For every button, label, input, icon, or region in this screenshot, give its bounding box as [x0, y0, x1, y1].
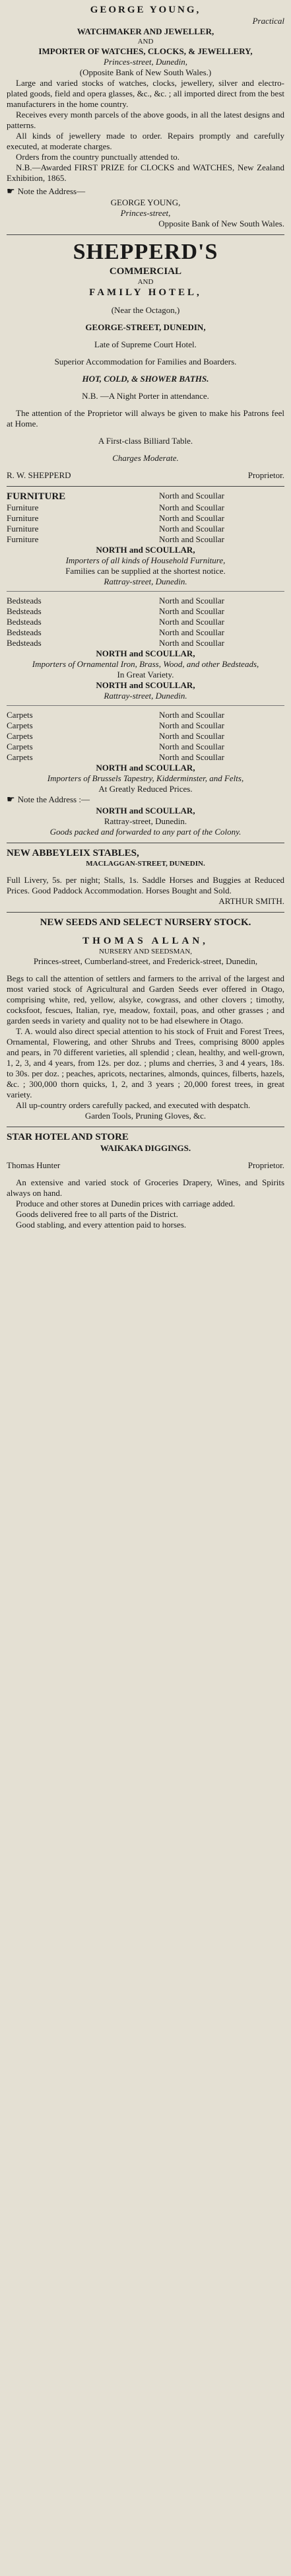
- allan-ad: [7, 917, 284, 1127]
- george-young-ad: [7, 4, 284, 235]
- furniture-desc: Importers of all kinds of Household Furniture,: [65, 555, 226, 565]
- young-note-opposite: Opposite Bank of New South Wales.: [158, 219, 284, 228]
- furniture-row: Furniture North and Scoullar: [7, 534, 224, 544]
- variety: In Great Variety.: [117, 670, 174, 679]
- allan-name: THOMAS ALLAN,: [82, 936, 209, 946]
- bedsteads-desc: Importers of Ornamental Iron, Brass, Wood, and other Bedsteads,: [32, 659, 259, 669]
- shepperd-near: (Near the Octagon,): [111, 305, 180, 315]
- ns-caps: NORTH and SCOULLAR,: [96, 648, 195, 658]
- carpets-row: Carpets North and Scoullar: [7, 752, 224, 762]
- star-p2: Produce and other stores at Dunedin prices with carriage added.: [16, 1199, 236, 1208]
- stables-title: NEW ABBEYLEIX STABLES,: [7, 848, 139, 858]
- bedsteads-row: Bedsteads North and Scoullar: [7, 617, 224, 627]
- shepperd-family: FAMILY HOTEL,: [89, 287, 202, 298]
- shepperd-porter: N.B. —A Night Porter in attendance.: [82, 391, 209, 401]
- young-name: GEORGE YOUNG,: [90, 5, 201, 15]
- bedsteads-row: Bedsteads North and Scoullar: [7, 638, 224, 648]
- young-importer: IMPORTER OF WATCHES, CLOCKS, & JEWELLERY,: [38, 46, 253, 56]
- families: Families can be supplied at the shortest notice.: [65, 566, 226, 576]
- stables-street: MACLAGGAN-STREET, DUNEDIN.: [86, 860, 205, 868]
- shepperd-baths: HOT, COLD, & SHOWER BATHS.: [82, 374, 209, 384]
- stables-ad: [7, 847, 284, 913]
- allan-streets: Princes-street, Cumberland-street, and Frederick-street, Dunedin,: [33, 956, 258, 966]
- bedsteads-row: Bedsteads North and Scoullar: [7, 627, 224, 637]
- rattray: Rattray-street, Dunedin.: [104, 691, 187, 701]
- star-p4: Good stabling, and every attention paid to horses.: [16, 1220, 187, 1230]
- allan-p1: Begs to call the attention of settlers and farmers to the arrival of the largest and most varied stock of Agricultural and Garden Seeds ever offered in Otago, comprising white, red, yellow, alsyke, cowgrass, and other clovers ; timothy, cocksfoot, fescues, Italian, rye, meadow, foxtail, poas, and other grasses ; and garden seeds in variety and quality not to be had elsewhere in Otago.: [7, 973, 284, 1026]
- ns-label: North and Scoullar: [159, 491, 224, 501]
- allan-trade: NURSERY AND SEEDSMAN,: [98, 948, 193, 956]
- shepperd-ad: [7, 239, 284, 487]
- young-trade1: Practical: [252, 16, 284, 26]
- shepperd-superior: Superior Accommodation for Families and Boarders.: [54, 357, 237, 366]
- young-opposite: (Opposite Bank of New South Wales.): [79, 67, 212, 77]
- shepperd-prop-title: Proprietor.: [247, 470, 284, 480]
- star-owner-title: Proprietor.: [247, 1160, 284, 1170]
- young-p4: Orders from the country punctually attended to.: [16, 152, 180, 162]
- star-place: WAIKAKA DIGGINGS.: [100, 1143, 191, 1153]
- young-note-label: Note the Address—: [17, 186, 86, 196]
- stables-owner: ARTHUR SMITH.: [218, 896, 284, 906]
- shepperd-attention: The attention of the Proprietor will always be given to make his Patrons feel at Home.: [7, 408, 284, 429]
- allan-p2: T. A. would also direct special attention to his stock of Fruit and Forest Trees, Ornamental, Flowering, and other Shrubs and Trees, comprising 8000 apples and pears, in 70 different varieties, all splendid ; clean, healthy, and well-grown, 1, 2, 3, and 4 years, from 12s. per doz. ; plums and cherries, 3 and 4 years, 18s. to 30s. per doz. ; peaches, apricots, nectarines, almonds, quinces, filberts, hazels, &c. ; 300,000 thorn quicks, 1, 2, and 3 years ; 20,000 forest trees, in great variety.: [7, 1026, 284, 1099]
- reduced: At Greatly Reduced Prices.: [98, 784, 193, 794]
- shepperd-and: AND: [137, 278, 154, 286]
- carpets-row: Carpets North and Scoullar: [7, 742, 224, 751]
- goods: Goods packed and forwarded to any part of the Colony.: [49, 827, 242, 837]
- young-p3: All kinds of jewellery made to order. Repairs promptly and carefully executed, at moderate charges.: [7, 131, 284, 151]
- shepperd-commercial: COMMERCIAL: [109, 266, 182, 277]
- ns-caps: NORTH and SCOULLAR,: [96, 680, 195, 690]
- furniture-row: Furniture North and Scoullar: [7, 513, 224, 523]
- young-nb: N.B.—Awarded FIRST PRIZE for CLOCKS and WATCHES, New Zealand Exhibition, 1865.: [7, 162, 284, 183]
- allan-heading: NEW SEEDS AND SELECT NURSERY STOCK.: [40, 917, 251, 928]
- young-note-street: Princes-street,: [120, 208, 171, 218]
- star-p1: An extensive and varied stock of Groceries Drapery, Wines, and Spirits always on hand.: [7, 1177, 284, 1198]
- shepperd-charges: Charges Moderate.: [112, 453, 179, 463]
- star-p3: Goods delivered free to all parts of the District.: [16, 1209, 178, 1219]
- scoullar-ad: [7, 491, 284, 843]
- shepperd-billiard: A First-class Billiard Table.: [98, 436, 193, 446]
- ns-caps: NORTH and SCOULLAR,: [96, 806, 195, 816]
- young-trade2: WATCHMAKER AND JEWELLER,: [77, 26, 214, 36]
- bedsteads-row: Bedsteads North and Scoullar: [7, 606, 224, 616]
- young-note-name: GEORGE YOUNG,: [110, 197, 181, 207]
- carpets-row: Carpets North and Scoullar: [7, 731, 224, 741]
- young-and: AND: [137, 38, 154, 46]
- rattray-full: Rattray-street, Dunedin.: [104, 816, 187, 826]
- young-p1: Large and varied stocks of watches, clocks, jewellery, silver and electro-plated goods, field and opera glasses, &c., &c. ; all imported direct from the best manufacturers in the home country.: [7, 78, 284, 109]
- shepperd-prop-name: R. W. SHEPPERD: [7, 470, 71, 480]
- bedsteads-row: Bedsteads North and Scoullar: [7, 596, 224, 606]
- furniture-head: FURNITURE: [7, 491, 66, 502]
- young-address: Princes-street, Dunedin,: [104, 57, 187, 67]
- star-ad: [7, 1131, 284, 1230]
- ns-caps: NORTH and SCOULLAR,: [96, 545, 195, 555]
- shepperd-street: GEORGE-STREET, DUNEDIN,: [85, 322, 206, 332]
- pointing-hand-icon: ☛: [7, 187, 15, 197]
- star-owner: Thomas Hunter: [7, 1160, 61, 1170]
- furniture-head-row: [7, 491, 284, 503]
- allan-p4: Garden Tools, Pruning Gloves, &c.: [84, 1111, 207, 1121]
- stables-body: Full Livery, 5s. per night; Stalls, 1s. Saddle Horses and Buggies at Reduced Prices. Good Paddock Accommodation. Horses Bought and Sold.: [7, 875, 284, 895]
- carpets-row: Carpets North and Scoullar: [7, 720, 224, 730]
- carpets-row: Carpets North and Scoullar: [7, 710, 224, 720]
- furniture-row: Furniture North and Scoullar: [7, 524, 224, 534]
- young-p2: Receives every month parcels of the above goods, in all the latest designs and patterns.: [7, 110, 284, 130]
- shepperd-late: Late of Supreme Court Hotel.: [94, 339, 197, 349]
- carpets-desc: Importers of Brussels Tapestry, Kidderminster, and Felts,: [47, 773, 244, 783]
- allan-p3: All up-country orders carefully packed, and executed with despatch.: [16, 1100, 251, 1110]
- furniture-row: Furniture North and Scoullar: [7, 503, 224, 512]
- ns-caps: NORTH and SCOULLAR,: [96, 763, 195, 773]
- rattray: Rattray-street, Dunedin.: [104, 576, 187, 586]
- star-title: STAR HOTEL AND STORE: [7, 1132, 129, 1142]
- scoullar-note-label: Note the Address :—: [17, 794, 90, 804]
- shepperd-title: SHEPPERD'S: [73, 240, 218, 264]
- pointing-hand-icon: ☛: [7, 795, 15, 805]
